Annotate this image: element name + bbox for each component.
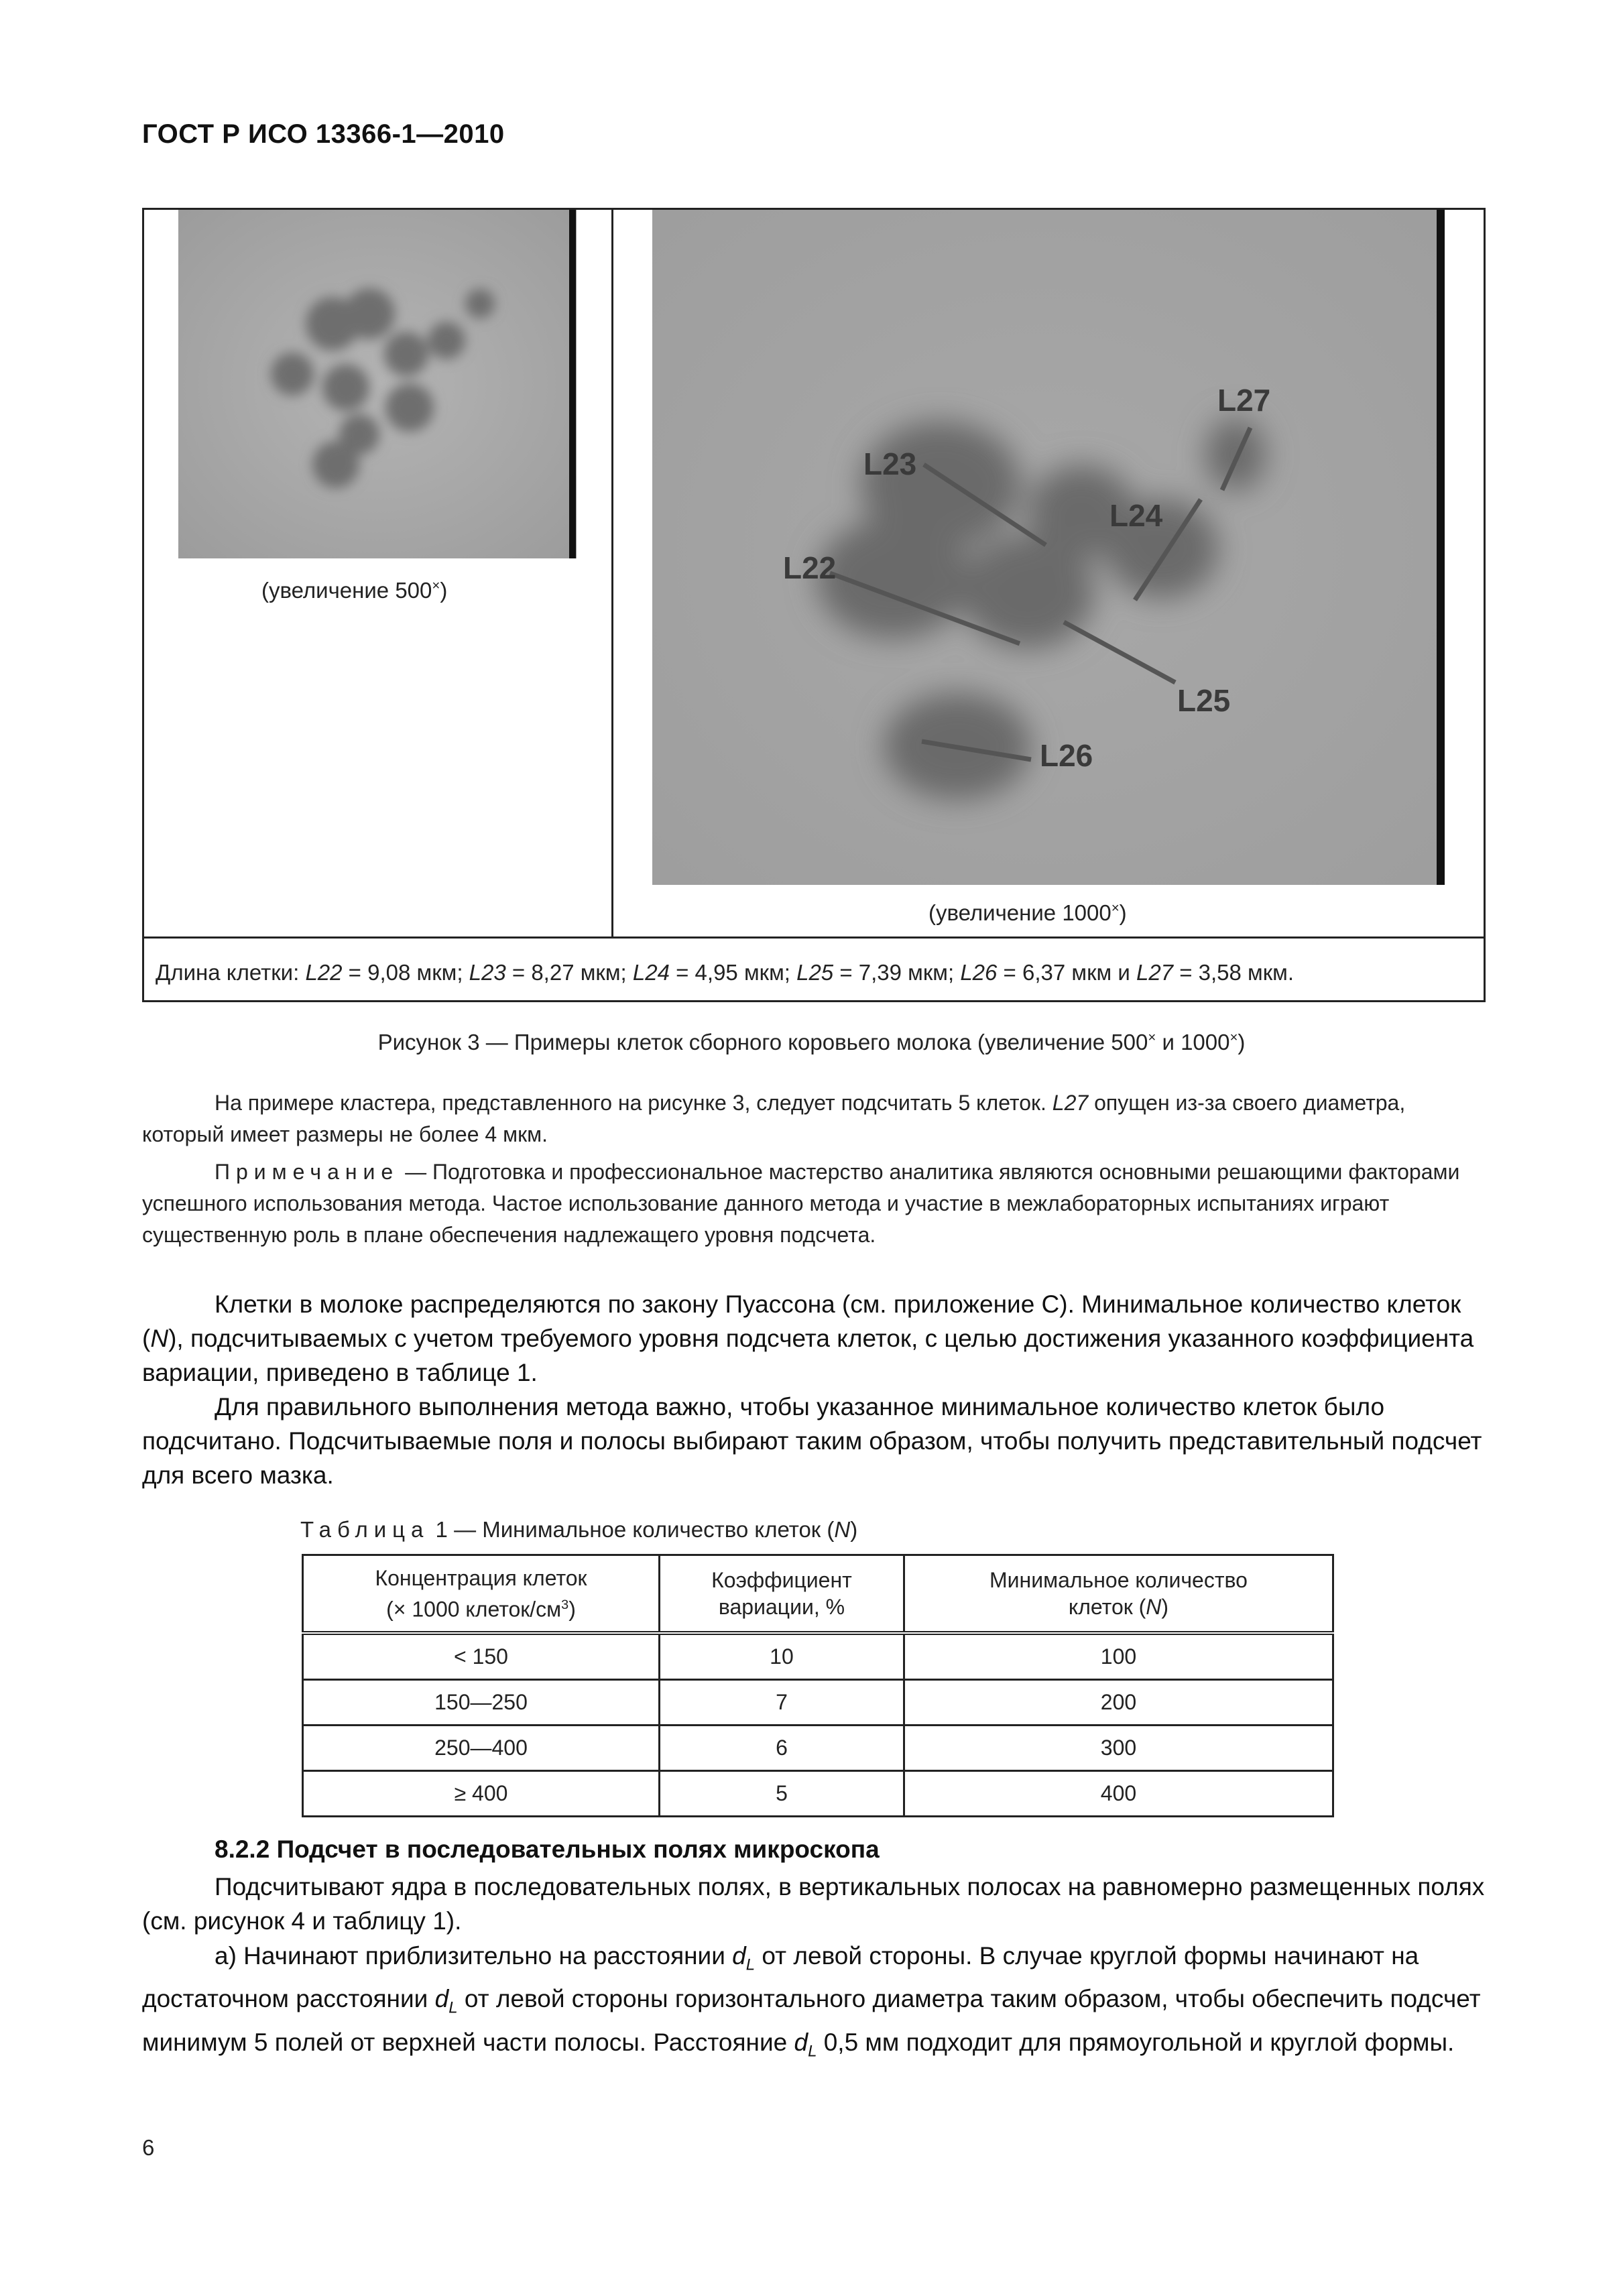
- cell-variation: 7: [659, 1680, 904, 1726]
- table-header-row: [303, 1555, 1333, 1634]
- col-variation: Коэффициент вариации, %: [659, 1555, 904, 1634]
- micrograph-500x: [178, 210, 577, 558]
- table-row: [303, 1633, 1333, 1680]
- col-min-count: Минимальное количество клеток (N): [904, 1555, 1333, 1634]
- figure-caption: Рисунок 3 — Примеры клеток сборного коровьего молока (увеличение 500× и 1000×): [377, 1030, 1246, 1054]
- cell-concentration: 150—250: [303, 1680, 660, 1726]
- table-title: Таблица 1 — Минимальное количество клеток (N): [300, 1517, 858, 1542]
- magnification-1000: (увеличение 1000×): [928, 900, 1127, 925]
- micrograph-edge-bar: [569, 210, 576, 558]
- micrograph-edge-bar: [1437, 210, 1445, 885]
- cell-concentration: < 150: [303, 1633, 660, 1680]
- cell-min-count: 400: [904, 1771, 1333, 1817]
- table-row: [303, 1680, 1333, 1726]
- label-l24: L24: [1109, 498, 1163, 533]
- cell-min-count: 100: [904, 1633, 1333, 1680]
- micrograph-1000x: [652, 210, 1437, 885]
- paragraph-fields: Подсчитывают ядра в последовательных полях, в вертикальных полосах на равномерно размещенных полях (см. рисунок 4 и таблицу 1).: [142, 1873, 1485, 1935]
- label-l22: L22: [783, 550, 837, 585]
- label-l26: L26: [1040, 738, 1093, 773]
- paragraph-cluster-count: На примере кластера, представленного на рисунке 3, следует подсчитать 5 клеток. L27 опущен из-за своего диаметра, который имеет размеры не более 4 мкм.: [142, 1091, 1406, 1146]
- label-l27: L27: [1217, 383, 1271, 418]
- table-row: [303, 1726, 1333, 1771]
- figure-divider-horizontal: [142, 936, 1486, 939]
- cell-concentration: ≥ 400: [303, 1771, 660, 1817]
- cell-min-count: 200: [904, 1680, 1333, 1726]
- cell-min-count: 300: [904, 1726, 1333, 1771]
- col-concentration: Концентрация клеток (× 1000 клеток/$см^3$): [303, 1555, 660, 1634]
- min-cells-table: [302, 1554, 1334, 1817]
- paragraph-poisson: Клетки в молоке распределяются по закону Пуассона (см. приложение С). Минимальное количество клеток (N), подсчитываемых с учетом требуемого уровня подсчета клеток, с целью достижения указанного коэффициента вариации, приведено в таблице 1.: [142, 1290, 1474, 1386]
- section-title: 8.2.2 Подсчет в последовательных полях микроскопа: [215, 1835, 880, 1863]
- figure-divider-vertical: [611, 208, 613, 939]
- cell-variation: 10: [659, 1633, 904, 1680]
- paragraph-method: Для правильного выполнения метода важно, чтобы указанное минимальное количество клеток было подсчитано. Подсчитываемые поля и полосы выбирают таким образом, чтобы получить представительный подсчет для всего мазка.: [142, 1393, 1482, 1489]
- magnification-500: (увеличение 500×): [261, 578, 448, 603]
- cell-concentration: 250—400: [303, 1726, 660, 1771]
- cell-variation: 5: [659, 1771, 904, 1817]
- note: Примечание — Подготовка и профессиональное мастерство аналитика являются основными решающими факторами успешного использования метода. Частое использование данного метода и участие в межлабораторных испытаниях играют существенную роль в плане обеспечения надлежащего уровня подсчета.: [142, 1160, 1460, 1247]
- page-number: 6: [142, 2135, 155, 2160]
- label-l25: L25: [1177, 683, 1231, 718]
- cell-variation: 6: [659, 1726, 904, 1771]
- table-row: [303, 1771, 1333, 1817]
- paragraph-start-distance: а) Начинают приблизительно на расстоянии $d_L$ от левой стороны. В случае круглой формы начинают на достаточном расстоянии $d_L$ от левой стороны горизонтального диаметра таким образом, чтобы обеспечить подсчет минимум 5 полей от верхней части полосы. Расстояние $d_L$ 0,5 мм подходит для прямоугольной и круглой формы.: [142, 1942, 1481, 2061]
- label-l23: L23: [863, 446, 917, 481]
- document-header: ГОСТ Р ИСО 13366-1—2010: [142, 119, 505, 149]
- cell-lengths: Длина клетки: L22 = 9,08 мкм; L23 = 8,27 мкм; L24 = 4,95 мкм; L25 = 7,39 мкм; L26 = 6,37 мкм и L27 = 3,58 мкм.: [156, 960, 1295, 985]
